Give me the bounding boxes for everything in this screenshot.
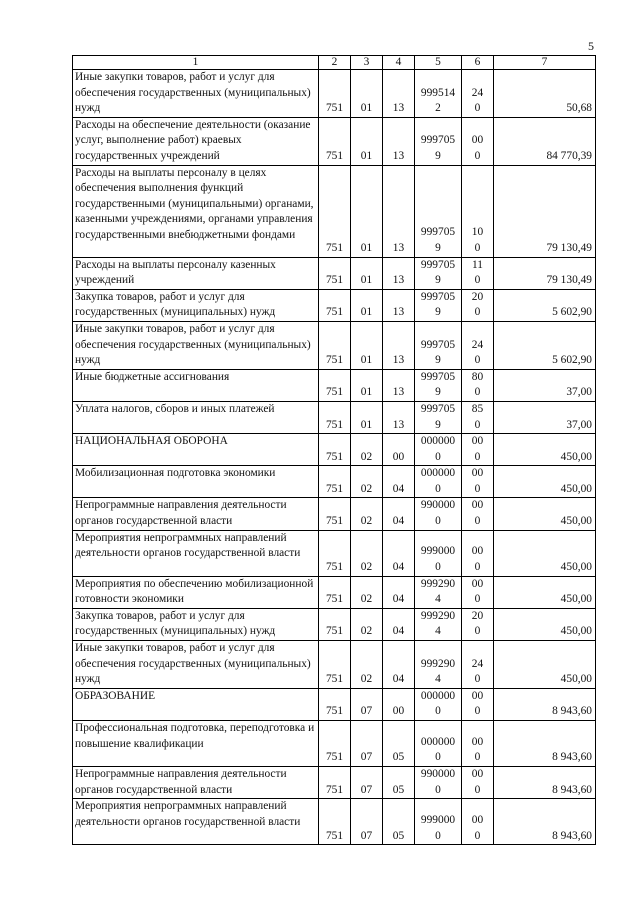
row-rz-cell: 01 [351,117,383,165]
row-name-cell: Непрограммные направления деятельности органов государственной власти [73,767,319,799]
table-row [73,576,596,608]
row-amount-cell: 8 943,60 [494,767,596,799]
row-csr-cell: 999705 9 [415,401,462,433]
table-header-row [73,56,596,70]
row-csr-cell: 000000 0 [415,688,462,720]
row-pr-cell: 13 [383,165,415,257]
row-csr-cell: 999705 9 [415,289,462,321]
row-amount-cell: 84 770,39 [494,117,596,165]
row-amount-cell: 37,00 [494,369,596,401]
row-csr-cell: 999290 4 [415,608,462,640]
row-rz-cell: 02 [351,498,383,530]
row-pr-cell: 13 [383,257,415,289]
header-cell: 7 [494,56,596,70]
row-vr-cell: 10 0 [462,165,494,257]
table-row [73,434,596,466]
row-vr-cell: 00 0 [462,466,494,498]
row-amount-cell: 450,00 [494,576,596,608]
row-pr-cell: 13 [383,369,415,401]
row-amount-cell: 8 943,60 [494,721,596,767]
row-amount-cell: 450,00 [494,641,596,689]
row-name-cell: Непрограммные направления деятельности органов государственной власти [73,498,319,530]
row-name-cell: НАЦИОНАЛЬНАЯ ОБОРОНА [73,434,319,466]
row-rz-cell: 01 [351,369,383,401]
row-amount-cell: 450,00 [494,466,596,498]
row-amount-cell: 79 130,49 [494,165,596,257]
row-name-cell: Расходы на выплаты персоналу казенных учреждений [73,257,319,289]
table-row [73,530,596,576]
row-pr-cell: 13 [383,401,415,433]
row-vr-cell: 24 0 [462,641,494,689]
row-name-cell: Мероприятия непрограммных направлений деятельности органов государственной власти [73,799,319,845]
row-pr-cell: 05 [383,767,415,799]
row-rz-cell: 02 [351,576,383,608]
table-row [73,369,596,401]
row-csr-cell: 999514 2 [415,70,462,118]
row-rz-cell: 01 [351,165,383,257]
row-vr-cell: 00 0 [462,721,494,767]
row-ved-cell: 751 [319,257,351,289]
row-ved-cell: 751 [319,434,351,466]
row-name-cell: Уплата налогов, сборов и иных платежей [73,401,319,433]
row-amount-cell: 450,00 [494,498,596,530]
row-ved-cell: 751 [319,165,351,257]
row-rz-cell: 07 [351,721,383,767]
row-name-cell: Иные бюджетные ассигнования [73,369,319,401]
row-csr-cell: 000000 0 [415,466,462,498]
row-ved-cell: 751 [319,576,351,608]
row-amount-cell: 8 943,60 [494,799,596,845]
row-pr-cell: 13 [383,70,415,118]
row-pr-cell: 05 [383,721,415,767]
header-cell: 2 [319,56,351,70]
table-row [73,70,596,118]
row-csr-cell: 999000 0 [415,799,462,845]
table-row [73,767,596,799]
row-ved-cell: 751 [319,466,351,498]
table-row [73,799,596,845]
table-row [73,688,596,720]
row-csr-cell: 999000 0 [415,530,462,576]
row-ved-cell: 751 [319,688,351,720]
row-vr-cell: 00 0 [462,434,494,466]
row-name-cell: Расходы на обеспечение деятельности (оказание услуг, выполнение работ) краевых государственных учреждений [73,117,319,165]
row-ved-cell: 751 [319,767,351,799]
row-rz-cell: 07 [351,767,383,799]
row-vr-cell: 11 0 [462,257,494,289]
row-pr-cell: 04 [383,641,415,689]
row-ved-cell: 751 [319,321,351,369]
table-row [73,257,596,289]
row-ved-cell: 751 [319,608,351,640]
row-name-cell: Мобилизационная подготовка экономики [73,466,319,498]
row-rz-cell: 01 [351,289,383,321]
row-vr-cell: 00 0 [462,117,494,165]
row-rz-cell: 02 [351,466,383,498]
row-csr-cell: 000000 0 [415,721,462,767]
row-csr-cell: 990000 0 [415,498,462,530]
row-ved-cell: 751 [319,401,351,433]
row-amount-cell: 450,00 [494,530,596,576]
header-cell: 1 [73,56,319,70]
row-ved-cell: 751 [319,369,351,401]
row-vr-cell: 20 0 [462,289,494,321]
row-vr-cell: 80 0 [462,369,494,401]
row-rz-cell: 02 [351,434,383,466]
header-cell: 3 [351,56,383,70]
row-name-cell: Иные закупки товаров, работ и услуг для обеспечения государственных (муниципальных) нужд [73,70,319,118]
row-vr-cell: 00 0 [462,688,494,720]
row-rz-cell: 07 [351,799,383,845]
row-rz-cell: 02 [351,641,383,689]
row-name-cell: Закупка товаров, работ и услуг для государственных (муниципальных) нужд [73,289,319,321]
table-row [73,721,596,767]
row-vr-cell: 00 0 [462,498,494,530]
row-csr-cell: 999290 4 [415,576,462,608]
row-rz-cell: 02 [351,608,383,640]
row-csr-cell: 999705 9 [415,117,462,165]
row-pr-cell: 00 [383,434,415,466]
row-csr-cell: 999705 9 [415,165,462,257]
row-name-cell: Мероприятия непрограммных направлений деятельности органов государственной власти [73,530,319,576]
row-pr-cell: 00 [383,688,415,720]
row-name-cell: Профессиональная подготовка, переподготовка и повышение квалификации [73,721,319,767]
table-row [73,289,596,321]
row-rz-cell: 01 [351,321,383,369]
row-vr-cell: 20 0 [462,608,494,640]
row-vr-cell: 24 0 [462,321,494,369]
row-rz-cell: 01 [351,401,383,433]
row-vr-cell: 00 0 [462,767,494,799]
row-pr-cell: 13 [383,321,415,369]
row-pr-cell: 04 [383,576,415,608]
header-cell: 4 [383,56,415,70]
row-vr-cell: 00 0 [462,576,494,608]
budget-table [72,55,596,845]
row-amount-cell: 450,00 [494,434,596,466]
row-name-cell: Расходы на выплаты персоналу в целях обеспечения выполнения функций государственными (муниципальными) органами, казенными учреждениями, органами управления государственными внебюджетными фондами [73,165,319,257]
row-pr-cell: 04 [383,466,415,498]
row-pr-cell: 04 [383,608,415,640]
table-row [73,321,596,369]
row-pr-cell: 13 [383,289,415,321]
row-amount-cell: 79 130,49 [494,257,596,289]
page-number: 5 [588,39,594,53]
table-row [73,641,596,689]
row-vr-cell: 00 0 [462,799,494,845]
row-csr-cell: 999290 4 [415,641,462,689]
row-pr-cell: 13 [383,117,415,165]
row-amount-cell: 50,68 [494,70,596,118]
row-ved-cell: 751 [319,641,351,689]
row-ved-cell: 751 [319,799,351,845]
table-row [73,117,596,165]
row-vr-cell: 00 0 [462,530,494,576]
row-ved-cell: 751 [319,721,351,767]
row-name-cell: Закупка товаров, работ и услуг для государственных (муниципальных) нужд [73,608,319,640]
row-ved-cell: 751 [319,70,351,118]
row-pr-cell: 05 [383,799,415,845]
row-name-cell: Иные закупки товаров, работ и услуг для обеспечения государственных (муниципальных) нужд [73,641,319,689]
row-pr-cell: 04 [383,530,415,576]
row-pr-cell: 04 [383,498,415,530]
table-row [73,165,596,257]
row-csr-cell: 990000 0 [415,767,462,799]
row-ved-cell: 751 [319,530,351,576]
row-vr-cell: 85 0 [462,401,494,433]
row-rz-cell: 02 [351,530,383,576]
row-csr-cell: 000000 0 [415,434,462,466]
row-amount-cell: 5 602,90 [494,289,596,321]
row-csr-cell: 999705 9 [415,369,462,401]
row-amount-cell: 5 602,90 [494,321,596,369]
table-row [73,498,596,530]
row-ved-cell: 751 [319,289,351,321]
row-rz-cell: 01 [351,70,383,118]
row-csr-cell: 999705 9 [415,321,462,369]
row-rz-cell: 07 [351,688,383,720]
row-ved-cell: 751 [319,117,351,165]
row-name-cell: ОБРАЗОВАНИЕ [73,688,319,720]
row-name-cell: Иные закупки товаров, работ и услуг для обеспечения государственных (муниципальных) нужд [73,321,319,369]
row-csr-cell: 999705 9 [415,257,462,289]
table-row [73,401,596,433]
row-amount-cell: 450,00 [494,608,596,640]
row-rz-cell: 01 [351,257,383,289]
table-row [73,466,596,498]
row-vr-cell: 24 0 [462,70,494,118]
header-cell: 5 [415,56,462,70]
row-amount-cell: 8 943,60 [494,688,596,720]
table-row [73,608,596,640]
row-name-cell: Мероприятия по обеспечению мобилизационной готовности экономики [73,576,319,608]
row-amount-cell: 37,00 [494,401,596,433]
header-cell: 6 [462,56,494,70]
row-ved-cell: 751 [319,498,351,530]
